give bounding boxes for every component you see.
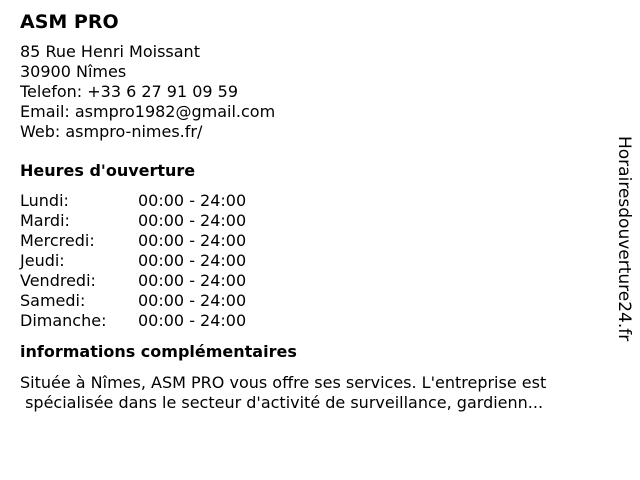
hours-day: Samedi: [20,291,86,310]
hours-time: 00:00 - 24:00 [138,251,247,270]
hours-day: Dimanche: [20,311,107,330]
info-heading: informations complémentaires [20,342,297,361]
website: Web: asmpro-nimes.fr/ [20,122,203,141]
watermark-text: Horairesdouverture24.fr [614,136,634,342]
hours-time: 00:00 - 24:00 [138,211,247,230]
hours-time: 00:00 - 24:00 [138,311,247,330]
hours-time: 00:00 - 24:00 [138,291,247,310]
business-name: ASM PRO [20,11,119,33]
hours-time: 00:00 - 24:00 [138,271,247,290]
description-line: spécialisée dans le secteur d'activité de surveillance, gardienn... [20,393,544,412]
hours-day: Mardi: [20,211,70,230]
city-address: 30900 Nîmes [20,62,127,81]
hours-table [20,191,610,331]
hours-day: Vendredi: [20,271,96,290]
description-line: Située à Nîmes, ASM PRO vous offre ses services. L'entreprise est [20,373,547,392]
email-address: Email: asmpro1982@gmail.com [20,102,276,121]
hours-heading: Heures d'ouverture [20,161,196,180]
description [20,373,610,413]
hours-day: Mercredi: [20,231,95,250]
street-address: 85 Rue Henri Moissant [20,42,200,61]
hours-day: Lundi: [20,191,69,210]
phone-number: Telefon: +33 6 27 91 09 59 [20,82,239,101]
hours-time: 00:00 - 24:00 [138,191,247,210]
business-card [20,10,610,413]
hours-time: 00:00 - 24:00 [138,231,247,250]
hours-day: Jeudi: [20,251,65,270]
